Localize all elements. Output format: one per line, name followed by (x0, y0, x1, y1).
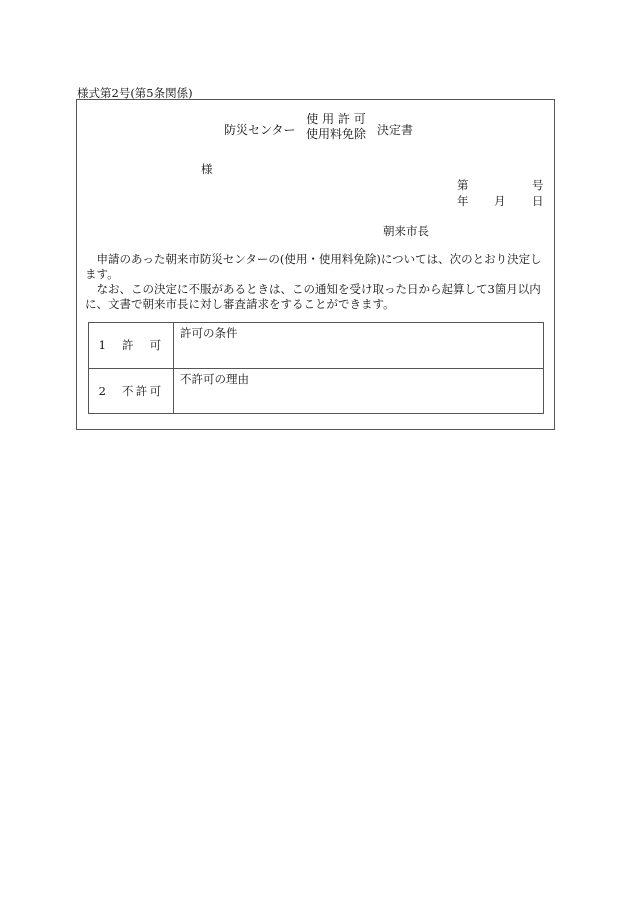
date-year-label: 年 (457, 194, 469, 208)
title-option-use-permit: 使 用 許 可 (306, 112, 366, 126)
title-suffix: 決定書 (377, 123, 414, 137)
row-label-denial: 2 不許可 (89, 368, 174, 414)
form-number-label: 様式第2号(第5条関係) (77, 86, 193, 100)
decision-table (88, 322, 544, 414)
addressee-suffix: 様 (201, 162, 213, 176)
date-month-label: 月 (494, 194, 506, 208)
denial-reason-field: 不許可の理由 (174, 368, 544, 414)
document-number-suffix: 号 (532, 178, 544, 192)
date-day-label: 日 (532, 194, 544, 208)
title-option-fee-exemption: 使用料免除 (306, 127, 367, 141)
document-frame (76, 99, 555, 430)
row-label-permit: 1 許 可 (89, 323, 174, 369)
body-paragraph-decision: 申請のあった朝来市防災センターの(使用・使用料免除)については、次のとおり決定します。 (85, 252, 542, 281)
document-number-prefix: 第 (457, 178, 469, 192)
title-prefix: 防災センター (224, 123, 296, 137)
issuer-name: 朝来市長 (383, 224, 429, 238)
permit-conditions-field: 許可の条件 (174, 323, 544, 369)
title-options (306, 112, 366, 142)
body-text (85, 252, 547, 312)
body-paragraph-appeal: なお、この決定に不服があるときは、この通知を受け取った日から起算して3箇月以内に、文書で朝来市長に対し審査請求をすることができます。 (85, 282, 541, 311)
table-row (89, 323, 544, 369)
table-row (89, 368, 544, 414)
